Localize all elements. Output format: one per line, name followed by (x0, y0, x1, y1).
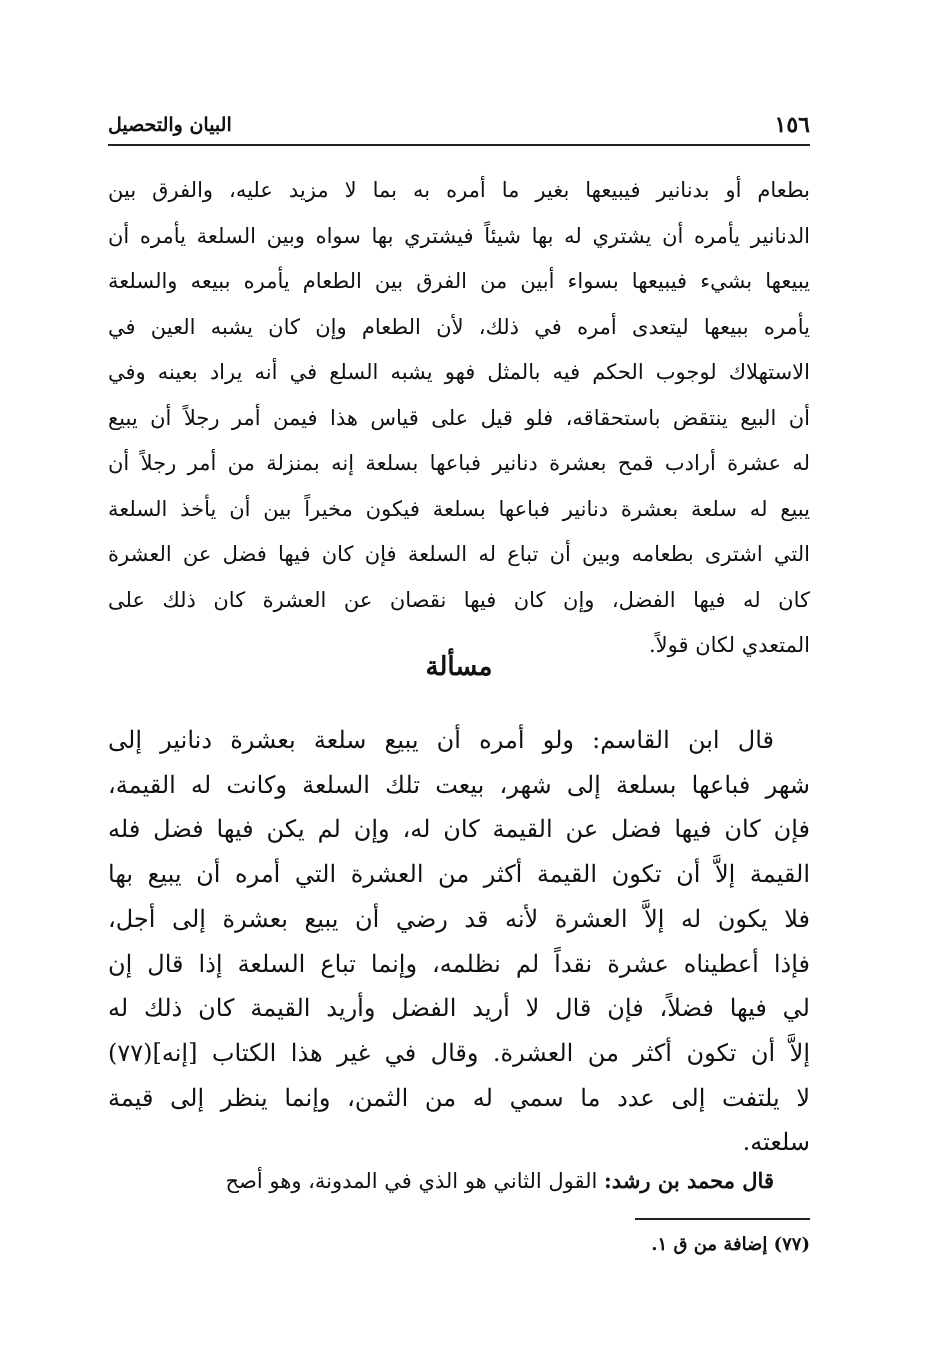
text-line: فإذا أعطيناه عشرة نقداً لم نظلمه، وإنما تباع السلعة إذا قال إن (108, 949, 810, 978)
text-line: لا يلتفت إلى عدد ما سمي له من الثمن، وإنما ينظر إلى قيمة (108, 1083, 810, 1112)
text-line: الاستهلاك لوجوب الحكم فيه بالمثل فهو يشبه السلع في أنه يراد بعينه وفي (108, 360, 810, 384)
text-line: المتعدي لكان قولاً. (648, 633, 810, 657)
paragraph-2 (108, 718, 810, 1165)
commentary-text: القول الثاني هو الذي في المدونة، وهو أصح (225, 1169, 605, 1193)
text-line: بطعام أو بدنانير فيبيعها بغير ما أمره به بما لا مزيد عليه، والفرق بين (108, 178, 810, 202)
paragraph-3 (108, 1161, 810, 1201)
text-line: كان له فيها الفضل، وإن كان فيها نقصان عن العشرة كان ذلك على (108, 587, 810, 612)
text-line: القيمة إلاَّ أن تكون القيمة أكثر من العشرة التي أمره أن يبيع بها (108, 860, 810, 889)
text-line: التي اشترى بطعامه وبين أن تباع له السلعة فإن كان فيها فضل عن العشرة (108, 542, 810, 566)
text-line: الدنانير يأمره أن يشتري له بها شيئاً فيشتري بها سواه وبين السلعة يأمره أن (108, 223, 810, 248)
text-line: أن البيع ينتقض باستحقاقه، فلو قيل على قياس هذا فيمن أمر رجلاً أن يبيع (108, 405, 810, 430)
text-line (108, 1161, 810, 1201)
text-line: سلعته. (742, 1128, 810, 1157)
section-title: مسألة (425, 652, 493, 682)
text-line: له عشرة أرادب قمح بعشرة دنانير فباعها بسلعة إنه بمنزلة من أمر رجلاً أن (108, 451, 810, 475)
running-head (108, 110, 810, 146)
footnote: (٧٧) إضافة من ق ١. (651, 1234, 810, 1255)
text-line: إلاَّ أن تكون أكثر من العشرة. وقال في غير هذا الكتاب [إنه](٧٧) (108, 1038, 810, 1067)
commentary-lead: قال محمد بن رشد: (604, 1168, 774, 1193)
footnote-divider (635, 1218, 810, 1220)
text-line: يأمره ببيعها ليتعدى أمره في ذلك، لأن الطعام وإن كان يشبه العين في (108, 314, 810, 339)
text-line: فإن كان فيها فضل عن القيمة كان له، وإن لم يكن فيها فضل فله (108, 815, 810, 844)
text-line: فلا يكون له إلاَّ العشرة لأنه قد رضي أن يبيع بعشرة إلى أجل، (108, 904, 810, 933)
text-line: يبيع له سلعة بعشرة دنانير فباعها بسلعة فيكون مخيراً بين أن يأخذ السلعة (108, 496, 810, 521)
text-line: يبيعها بشيء فيبيعها بسواء أبين من الفرق بين الطعام يأمره ببيعه والسلعة (108, 269, 810, 293)
text-line: لي فيها فضلاً، فإن قال لا أريد الفضل وأريد القيمة كان ذلك له (108, 994, 810, 1023)
book-title: البيان والتحصيل (108, 114, 232, 136)
text-line: شهر فباعها بسلعة إلى شهر، بيعت تلك السلعة وكانت له القيمة، (108, 770, 810, 799)
text-line: قال ابن القاسم: ولو أمره أن يبيع سلعة بعشرة دنانير إلى (108, 726, 774, 754)
paragraph-1 (108, 168, 810, 669)
page-number: ١٥٦ (774, 112, 810, 138)
